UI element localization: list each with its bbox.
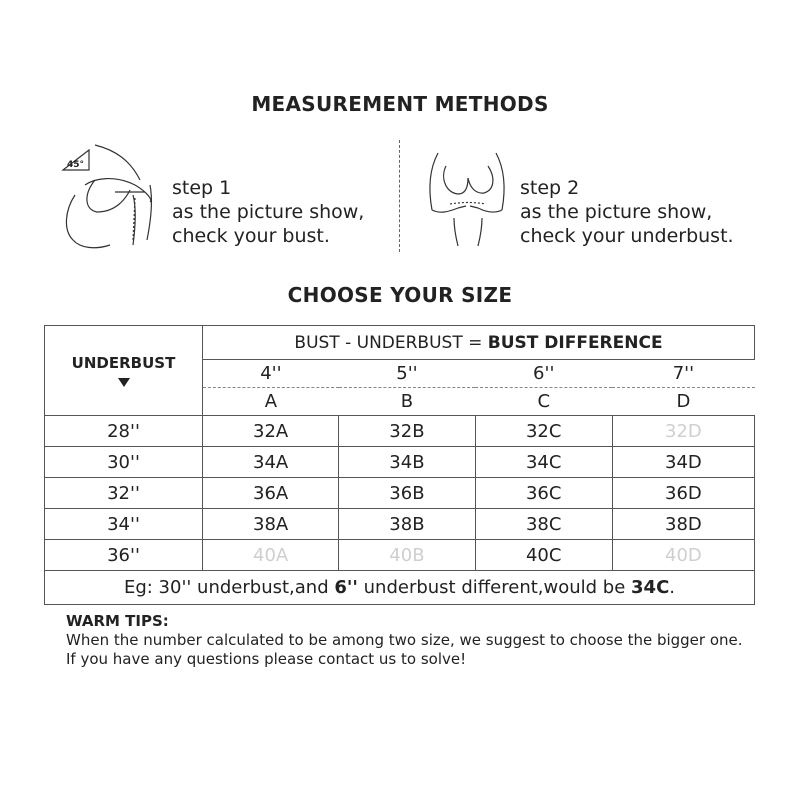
size-cell: 40B: [339, 540, 475, 571]
measurement-methods-title: MEASUREMENT METHODS: [251, 92, 549, 116]
size-cell: 34B: [339, 447, 475, 478]
step-divider: [399, 140, 400, 252]
size-cell: 38D: [612, 509, 754, 540]
size-cell: 32A: [203, 416, 339, 447]
size-cell: 38A: [203, 509, 339, 540]
size-cell: 36C: [475, 478, 612, 509]
size-cell: 32D: [612, 416, 754, 447]
underbust-header: [45, 326, 203, 416]
step2-line3: check your underbust.: [520, 225, 734, 247]
warm-tips-line1: When the number calculated to be among two size, we suggest to choose the bigger one.: [66, 631, 743, 649]
table-row: [45, 540, 755, 571]
table-row: [45, 509, 755, 540]
size-cell: 40C: [475, 540, 612, 571]
down-triangle-icon: [118, 378, 130, 387]
step1-title: step 1: [172, 177, 232, 199]
inch-cell: 5'': [339, 360, 475, 388]
size-cell: 40A: [203, 540, 339, 571]
warm-tips: [66, 612, 766, 669]
example-bold: 34C: [631, 577, 670, 598]
size-cell: 34D: [612, 447, 754, 478]
size-cell: 36A: [203, 478, 339, 509]
size-cell: 38C: [475, 509, 612, 540]
underbust-label: UNDERBUST: [71, 354, 176, 372]
example-note: [45, 571, 755, 605]
formula-bold-text: BUST DIFFERENCE: [487, 332, 663, 353]
inch-cell: 4'': [203, 360, 339, 388]
size-cell: 34C: [475, 447, 612, 478]
warm-tips-line2: If you have any questions please contact us to solve!: [66, 650, 467, 668]
table-row: [45, 416, 755, 447]
choose-size-title: CHOOSE YOUR SIZE: [287, 283, 513, 307]
example-bold: 6'': [334, 577, 358, 598]
size-cell: 36D: [612, 478, 754, 509]
underbust-cell: 28'': [45, 416, 203, 447]
table-row: [45, 478, 755, 509]
size-cell: 36B: [339, 478, 475, 509]
underbust-cell: 36'': [45, 540, 203, 571]
warm-tips-title: WARM TIPS:: [66, 612, 169, 630]
formula-text: BUST - UNDERBUST =: [294, 332, 488, 353]
step2-title: step 2: [520, 177, 580, 199]
size-cell: 32B: [339, 416, 475, 447]
example-text: underbust different,would be: [357, 577, 632, 598]
underbust-cell: 34'': [45, 509, 203, 540]
step1-text: [172, 176, 364, 248]
table-row: [45, 447, 755, 478]
step2-line2: as the picture show,: [520, 201, 713, 223]
angle-label: 45°: [67, 160, 85, 170]
underbust-cell: 32'': [45, 478, 203, 509]
size-cell: 34A: [203, 447, 339, 478]
bust-measure-illustration: [55, 140, 165, 255]
inch-cell: 7'': [612, 360, 754, 388]
step1-line3: check your bust.: [172, 225, 330, 247]
example-text: Eg: 30'' underbust,and: [123, 577, 335, 598]
size-cell: 32C: [475, 416, 612, 447]
size-cell: 38B: [339, 509, 475, 540]
inch-cell: 6'': [475, 360, 612, 388]
step1-line2: as the picture show,: [172, 201, 365, 223]
cup-letter-cell: A: [203, 388, 339, 416]
cup-letter-cell: C: [475, 388, 612, 416]
size-cell: 40D: [612, 540, 754, 571]
bust-difference-formula: [203, 326, 755, 360]
step2-text: [520, 176, 734, 248]
cup-letter-cell: D: [612, 388, 754, 416]
example-text: .: [669, 577, 676, 598]
size-chart-table: [44, 325, 755, 605]
underbust-cell: 30'': [45, 447, 203, 478]
underbust-measure-illustration: [418, 148, 518, 248]
cup-letter-cell: B: [339, 388, 475, 416]
